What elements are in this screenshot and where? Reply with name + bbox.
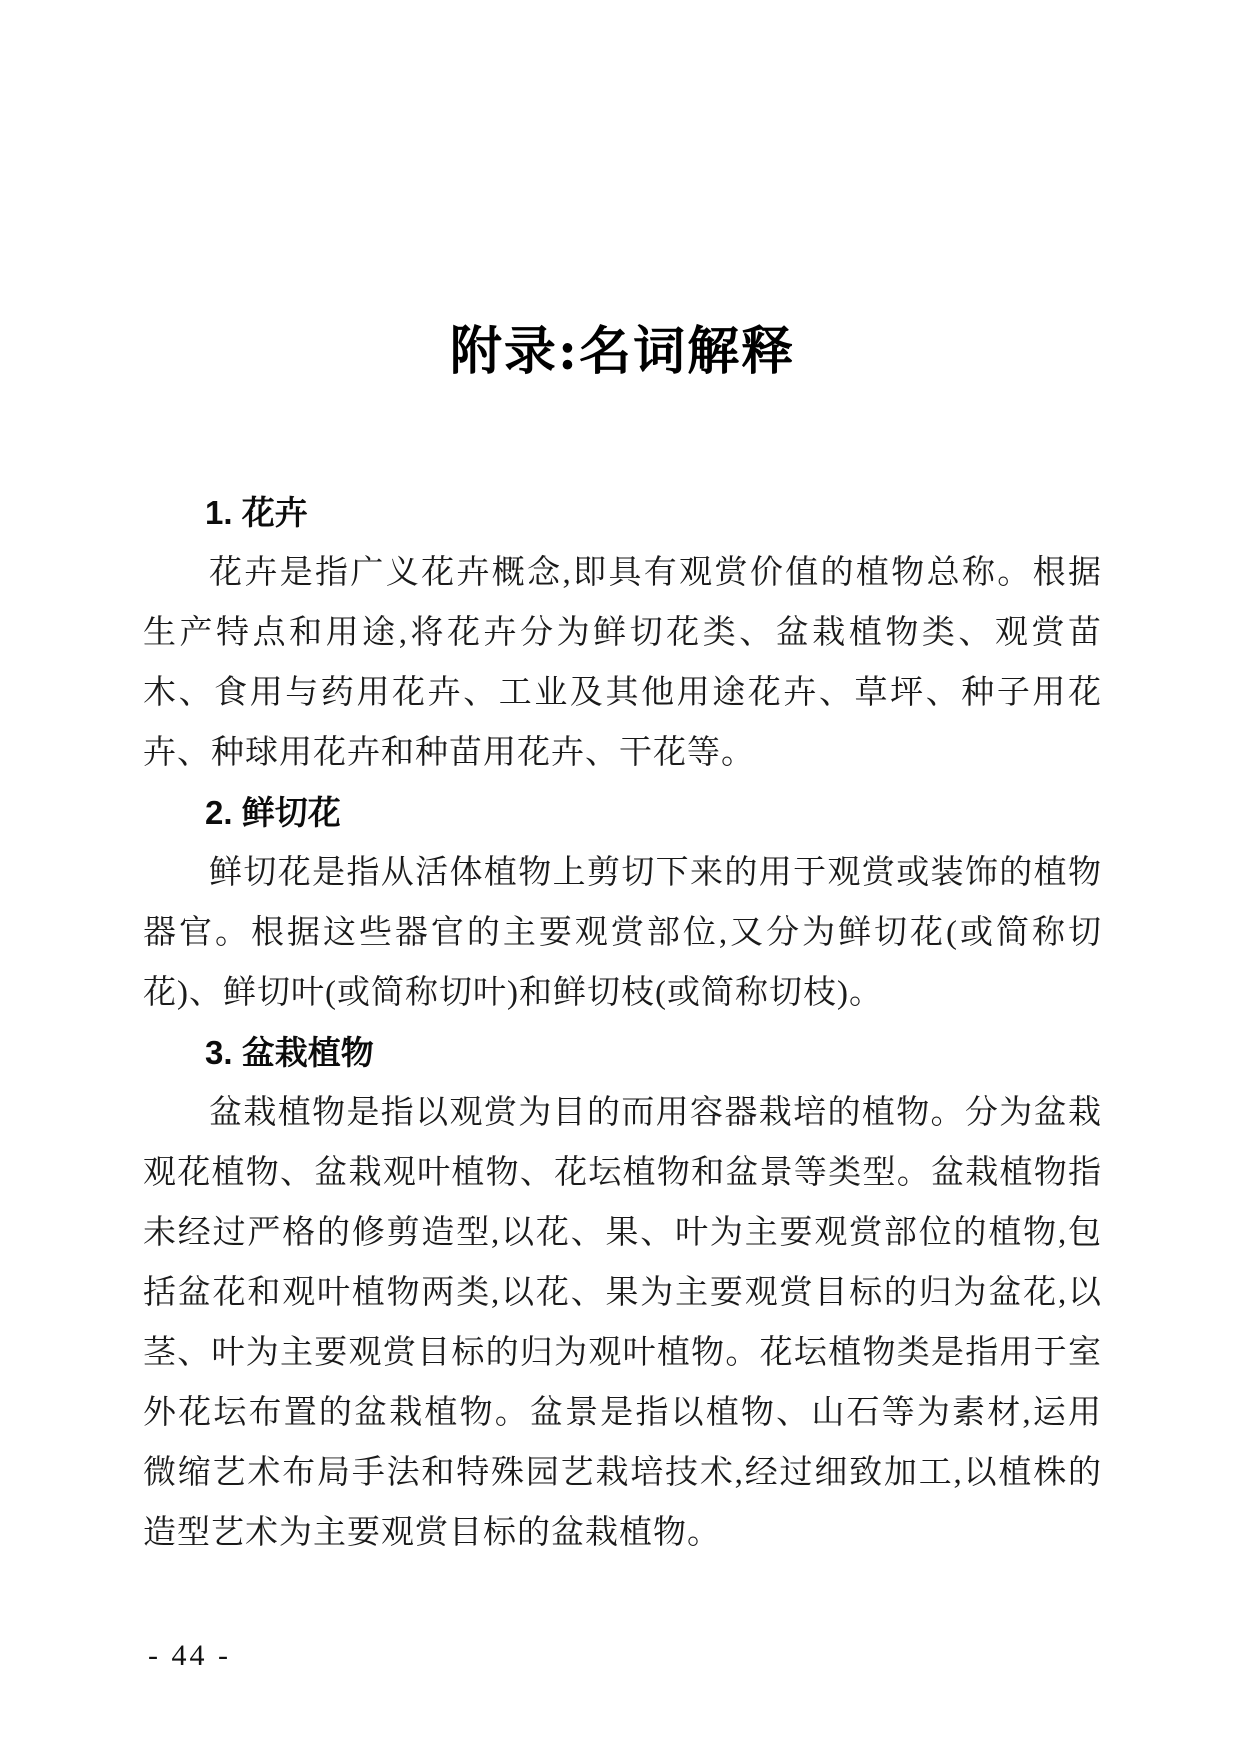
section-body-potted-plants: 盆栽植物是指以观赏为目的而用容器栽培的植物。分为盆栽观花植物、盆栽观叶植物、花坛植物和盆景等类型。盆栽植物指未经过严格的修剪造型,以花、果、叶为主要观赏部位的植物,包括盆花和观叶植物两类,以花、果为主要观赏目标的归为盆花,以茎、叶为主要观赏目标的归为观叶植物。花坛植物类是指用于室外花坛布置的盆栽植物。盆景是指以植物、山石等为素材,运用微缩艺术布局手法和特殊园艺栽培技术,经过细致加工,以植株的造型艺术为主要观赏目标的盆栽植物。	[143, 1094, 1102, 1551]
page-number: - 44 -	[148, 1639, 231, 1672]
section-heading-flowers: 1. 花卉	[205, 493, 308, 531]
section-body-flowers: 花卉是指广义花卉概念,即具有观赏价值的植物总称。根据生产特点和用途,将花卉分为鲜切花类、盆栽植物类、观赏苗木、食用与药用花卉、工业及其他用途花卉、草坪、种子用花卉、种球用花卉和种苗用花卉、干花等。	[143, 554, 1102, 771]
page-title: 附录:名词解释	[449, 320, 796, 382]
page-content	[143, 0, 1102, 1563]
section-heading-potted-plants: 3. 盆栽植物	[205, 1033, 374, 1071]
section-heading-cut-flowers: 2. 鲜切花	[205, 793, 341, 831]
glossary-body	[143, 483, 1102, 1563]
section-body-cut-flowers: 鲜切花是指从活体植物上剪切下来的用于观赏或装饰的植物器官。根据这些器官的主要观赏部位,又分为鲜切花(或简称切花)、鲜切叶(或简称切叶)和鲜切枝(或简称切枝)。	[143, 854, 1102, 1011]
